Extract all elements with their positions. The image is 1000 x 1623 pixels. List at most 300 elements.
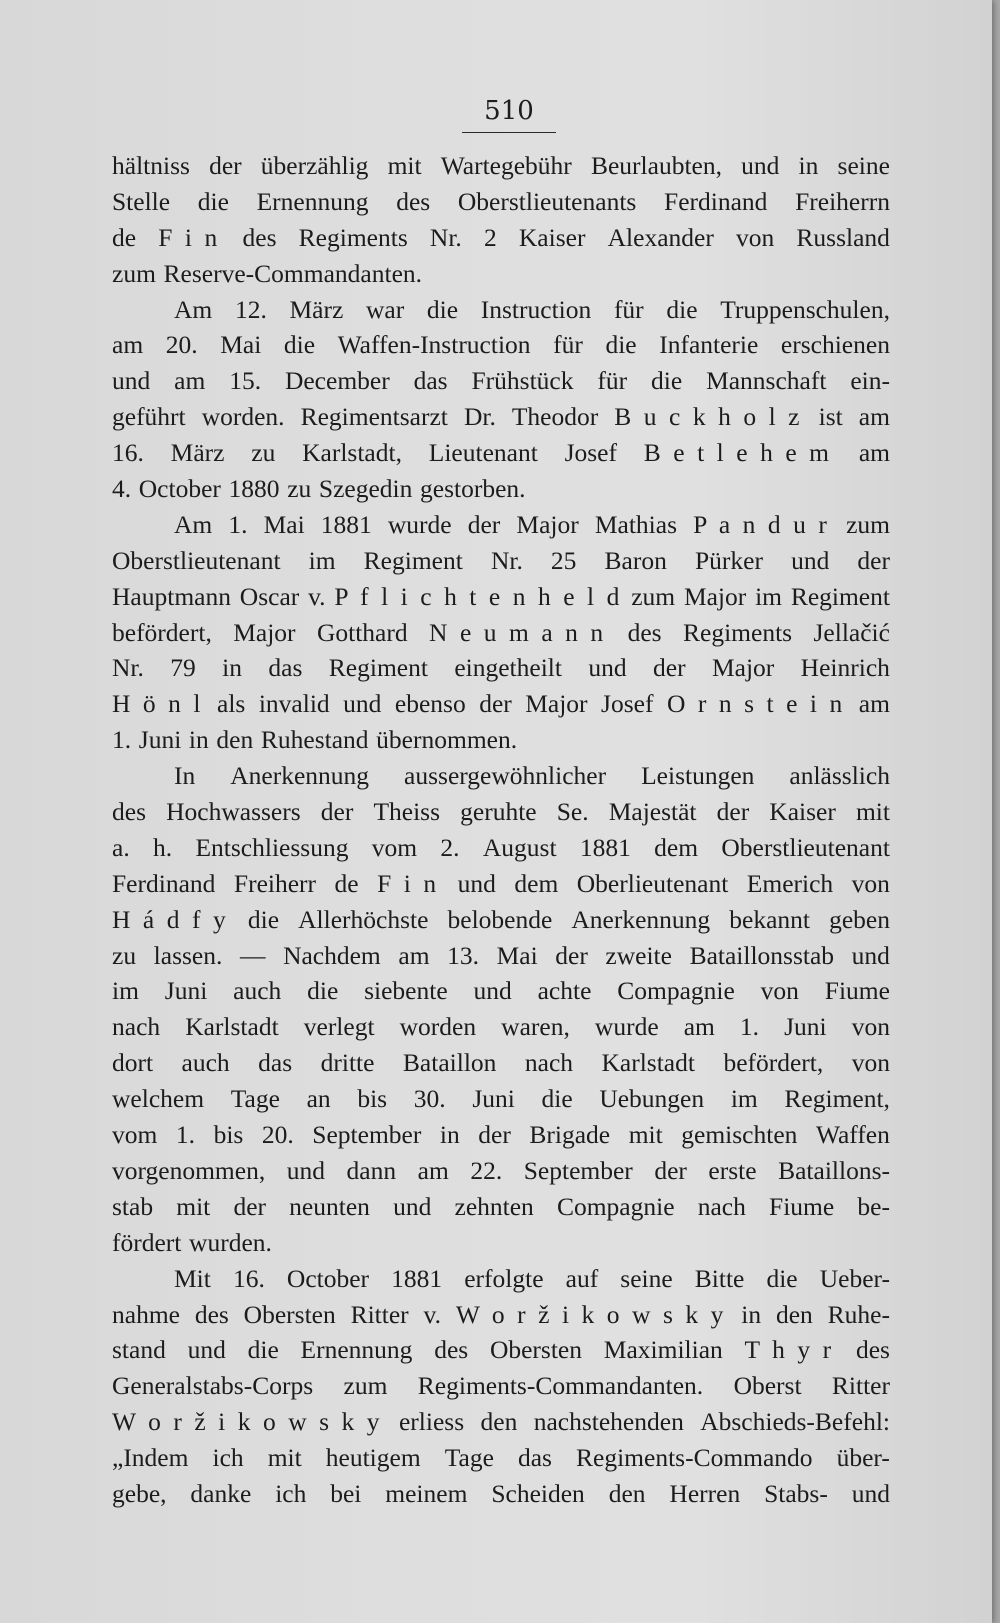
word: und — [457, 868, 496, 898]
word: v. — [423, 1299, 441, 1329]
word: August — [482, 832, 557, 862]
word: befördert, — [723, 1048, 824, 1078]
word: erliess — [398, 1407, 465, 1437]
word: Jellačić — [813, 617, 890, 647]
word: Ruhestand — [260, 725, 369, 755]
word: für — [597, 366, 628, 396]
word: Maximilian — [603, 1335, 723, 1365]
word: September — [523, 1155, 633, 1185]
word: 1881 — [391, 1263, 443, 1293]
text-line — [112, 1440, 890, 1476]
word: das — [413, 366, 448, 396]
word: am — [112, 330, 144, 360]
word: erste — [708, 1155, 757, 1185]
spaced-name: N e u m a n n — [429, 617, 607, 647]
word: Nr. — [112, 653, 144, 683]
word: des — [112, 797, 146, 827]
word: Stelle — [112, 186, 171, 216]
word: stand — [112, 1335, 166, 1365]
word: Fiume — [824, 976, 890, 1006]
word: de — [334, 868, 359, 898]
spaced-name: O r n s t e i n — [666, 689, 846, 719]
text-line — [112, 1476, 890, 1512]
word: Kaiser — [769, 797, 836, 827]
word: Bataillon — [402, 1048, 497, 1078]
word: und — [741, 151, 780, 180]
word: hältniss — [112, 151, 190, 180]
word: Josef — [564, 438, 617, 468]
word: gestorben. — [420, 474, 526, 504]
word: der — [654, 1155, 687, 1185]
word: seine — [837, 151, 890, 180]
word: Allerhöchste — [298, 904, 429, 934]
word: über- — [836, 1443, 890, 1473]
word: ebenso — [394, 689, 466, 719]
word: und — [588, 653, 627, 683]
word: zu — [287, 474, 312, 504]
word: Herren — [669, 1478, 741, 1508]
word: Hochwassers — [166, 797, 301, 827]
word: Anerkennung — [571, 904, 711, 934]
word: Ritter — [831, 1371, 890, 1401]
word: Regiments-Commando — [576, 1443, 813, 1473]
word: 79 — [170, 653, 196, 683]
text-line — [112, 1009, 890, 1045]
word: Regiment, — [784, 1084, 890, 1114]
word: wurde — [594, 1012, 659, 1042]
word: Tage — [444, 1443, 494, 1473]
spaced-name: P a n d u r — [693, 509, 830, 539]
word: Reserve-Commandanten. — [163, 258, 423, 288]
word: von — [736, 222, 775, 252]
text-line — [112, 722, 890, 758]
spaced-name: H á d f y — [112, 904, 229, 934]
word: Ernennung — [256, 186, 369, 216]
word: auf — [565, 1263, 599, 1293]
word: zehnten — [454, 1191, 534, 1221]
word: Karlstadt — [185, 1012, 279, 1042]
word: 4. — [112, 474, 132, 504]
page-number: 510 — [462, 96, 556, 133]
text-line — [112, 1189, 890, 1225]
word: Majestät — [608, 797, 697, 827]
word: anlässlich — [789, 761, 890, 791]
word: in — [741, 1299, 762, 1329]
word: Tage — [230, 1084, 280, 1114]
word: siebente — [364, 976, 448, 1006]
word: aussergewöhnlicher — [404, 761, 607, 791]
text-line — [112, 1225, 890, 1261]
word: gebe, — [112, 1478, 167, 1508]
word: geführt — [112, 402, 186, 432]
text-line — [112, 507, 890, 543]
word: überzählig — [260, 151, 369, 180]
word: Heinrich — [800, 653, 890, 683]
word: stab — [112, 1191, 154, 1221]
word: 1. — [228, 509, 248, 539]
word: ein- — [850, 366, 890, 396]
word: der — [857, 545, 890, 575]
word: den — [216, 725, 254, 755]
word: Ritter — [350, 1299, 409, 1329]
word: und — [393, 1191, 432, 1221]
word: Oberlieutenant — [576, 868, 729, 898]
word: Instruction — [480, 294, 592, 324]
word: Bataillons- — [778, 1155, 890, 1185]
word: Ferdinand — [664, 186, 768, 216]
word: v. — [308, 581, 326, 611]
word: Wartegebühr — [440, 151, 572, 180]
word: danke — [190, 1478, 252, 1508]
word: gemischten — [681, 1120, 798, 1150]
word: Dr. — [463, 402, 496, 432]
word: Baron — [604, 545, 667, 575]
word: die — [197, 186, 229, 216]
word: März — [289, 294, 344, 324]
text-line — [112, 579, 890, 615]
word: waren, — [501, 1012, 570, 1042]
word: auch — [233, 976, 282, 1006]
text-line — [112, 615, 890, 651]
word: von — [851, 868, 890, 898]
word: Beurlaubten, — [590, 151, 722, 180]
word: im — [755, 581, 782, 611]
word: des — [396, 186, 431, 216]
word: Ferdinand — [112, 868, 216, 898]
word: in — [439, 1120, 460, 1150]
word: 1880 — [228, 474, 280, 504]
text-line — [112, 1332, 890, 1368]
word: meinem — [385, 1478, 468, 1508]
word: Compagnie — [617, 976, 735, 1006]
word: übernommen. — [376, 725, 518, 755]
word: und — [851, 940, 890, 970]
word: Regiments — [683, 617, 793, 647]
word: für — [553, 330, 583, 360]
word: October — [286, 1263, 370, 1293]
word: Pürker — [694, 545, 763, 575]
word: den — [480, 1407, 518, 1437]
word: in — [222, 653, 242, 683]
word: des — [242, 222, 277, 252]
word: worden — [399, 1012, 477, 1042]
word: war — [366, 294, 405, 324]
word: am — [858, 402, 890, 432]
word: als — [217, 689, 246, 719]
word: 1. — [175, 1120, 196, 1150]
word: erfolgte — [464, 1263, 544, 1293]
word: Oberstlieutenant — [112, 545, 281, 575]
word: Lieutenant — [428, 438, 538, 468]
word: 1. — [739, 1012, 760, 1042]
word: wurden. — [189, 1227, 272, 1257]
word: März — [170, 438, 225, 468]
word: Obersten — [243, 1299, 336, 1329]
word: Ernennung — [300, 1335, 413, 1365]
word: Scheiden — [491, 1478, 585, 1508]
word: die — [766, 1263, 798, 1293]
word: das — [268, 653, 303, 683]
word: mit — [387, 151, 422, 180]
word: 1881 — [579, 832, 631, 862]
word: Oberstlieutenant — [721, 832, 890, 862]
word: vom — [371, 832, 418, 862]
word: im — [308, 545, 336, 575]
word: In — [174, 761, 196, 791]
text-line — [112, 148, 890, 184]
word: Obersten — [489, 1335, 583, 1365]
word: 2 — [483, 222, 497, 252]
word: zum — [343, 1371, 388, 1401]
word: 15. — [229, 366, 262, 396]
text-line — [112, 1368, 890, 1404]
word: und — [473, 976, 512, 1006]
word: geruhte — [460, 797, 537, 827]
word: Mai — [496, 940, 538, 970]
spaced-name: P f l i c h t e n h e l d — [334, 581, 623, 611]
word: Theodor — [511, 402, 599, 432]
word: Nachdem — [283, 940, 381, 970]
text-line — [112, 1404, 890, 1440]
word: mit — [176, 1191, 211, 1221]
word: Abschieds-Befehl: — [700, 1407, 890, 1437]
word: Truppenschulen, — [720, 294, 890, 324]
word: a. — [112, 832, 130, 862]
word: Oberst — [733, 1371, 802, 1401]
word: dem — [654, 832, 699, 862]
word: Ruhe- — [827, 1299, 890, 1329]
word: Bataillonsstab — [689, 940, 835, 970]
word: Waffen — [815, 1120, 890, 1150]
word: im — [112, 976, 139, 1006]
word: welchem — [112, 1084, 205, 1114]
word: Regiment — [363, 545, 463, 575]
text-line — [112, 1261, 890, 1297]
text-line — [112, 435, 890, 471]
word: Freiherr — [233, 868, 317, 898]
word: in — [188, 725, 209, 755]
word: achte — [537, 976, 592, 1006]
word: Bitte — [694, 1263, 745, 1293]
spaced-name: T h y r — [744, 1335, 835, 1365]
word: ist — [818, 402, 843, 432]
word: Major — [683, 581, 747, 611]
word: am — [683, 1012, 715, 1042]
word: befördert, — [112, 617, 212, 647]
word: die — [541, 1084, 573, 1114]
word: am — [398, 940, 430, 970]
word: des — [855, 1335, 890, 1365]
text-line — [112, 1153, 890, 1189]
word: Mai — [220, 330, 262, 360]
word: der — [479, 689, 512, 719]
word: der — [233, 1191, 266, 1221]
word: 1. — [112, 725, 132, 755]
spaced-name: W o r ž i k o w s k y — [455, 1299, 727, 1329]
word: der — [478, 1120, 511, 1150]
text-line — [112, 973, 890, 1009]
word: belobende — [447, 904, 553, 934]
word: Major — [516, 509, 579, 539]
word: am — [174, 366, 206, 396]
word: des — [434, 1335, 469, 1365]
word: 12. — [234, 294, 267, 324]
word: der — [653, 653, 686, 683]
word: verlegt — [303, 1012, 375, 1042]
word: geben — [829, 904, 890, 934]
word: Fiume — [769, 1191, 835, 1221]
word: und — [112, 366, 151, 396]
word: Juni — [472, 1084, 515, 1114]
word: die — [283, 330, 316, 360]
word: mit — [855, 797, 890, 827]
word: der — [320, 797, 354, 827]
word: 25 — [550, 545, 577, 575]
word: ich — [275, 1478, 307, 1508]
word: Theiss — [373, 797, 441, 827]
word: Gotthard — [316, 617, 408, 647]
spaced-name: H ö n l — [112, 689, 204, 719]
word: Alexander — [607, 222, 714, 252]
word: des — [194, 1299, 229, 1329]
word: lassen. — [153, 940, 223, 970]
word: Mai — [263, 509, 305, 539]
word: Stabs- — [764, 1478, 828, 1508]
word: Kaiser — [518, 222, 586, 252]
text-line — [112, 1045, 890, 1081]
word: Mannschaft — [706, 366, 827, 396]
spaced-name: F i n — [377, 868, 440, 898]
word: Juni — [784, 1012, 827, 1042]
word: Josef — [601, 689, 654, 719]
text-line — [112, 1081, 890, 1117]
word: nachstehenden — [533, 1407, 684, 1437]
text-line — [112, 220, 890, 256]
word: fördert — [112, 1227, 182, 1257]
word: bis — [213, 1120, 244, 1150]
word: Brigade — [529, 1120, 611, 1150]
word: Oscar — [239, 581, 300, 611]
spaced-name: W o r ž i k o w s k y — [112, 1407, 383, 1437]
word: auch — [181, 1048, 230, 1078]
word: an — [306, 1084, 331, 1114]
word: be- — [857, 1191, 890, 1221]
word: Regiments — [298, 222, 408, 252]
word: den — [608, 1478, 646, 1508]
word: zu — [251, 438, 276, 468]
word: Emerich — [746, 868, 834, 898]
spaced-name: F i n — [158, 222, 221, 252]
word: vom — [112, 1120, 158, 1150]
text-line — [112, 794, 890, 830]
word: erschienen — [780, 330, 890, 360]
word: 2. — [440, 832, 460, 862]
word: und — [187, 1335, 226, 1365]
word: für — [613, 294, 644, 324]
word: der — [467, 509, 501, 539]
word: vorgenommen, — [112, 1155, 266, 1185]
word: Karlstadt, — [302, 438, 402, 468]
word: die — [666, 294, 698, 324]
word: zweite — [605, 940, 672, 970]
word: die — [651, 366, 683, 396]
word: Karlstadt — [601, 1048, 695, 1078]
word: im — [730, 1084, 758, 1114]
text-line — [112, 650, 890, 686]
word: zum — [631, 581, 676, 611]
spaced-name: B u c k h o l z — [614, 402, 803, 432]
text-line — [112, 399, 890, 435]
word: der — [716, 797, 750, 827]
word: Compagnie — [556, 1191, 675, 1221]
text-line — [112, 686, 890, 722]
word: Freiherrn — [795, 186, 890, 216]
word: 20. — [165, 330, 198, 360]
word: die — [247, 904, 280, 934]
word: 13. — [447, 940, 479, 970]
word: in — [798, 151, 819, 180]
text-line — [112, 866, 890, 902]
word: dort — [112, 1048, 154, 1078]
word: Russland — [796, 222, 890, 252]
word: die — [426, 294, 459, 324]
word: Regiment — [790, 581, 890, 611]
word: und — [343, 689, 382, 719]
word: mit — [628, 1120, 663, 1150]
text-line — [112, 543, 890, 579]
text-line — [112, 902, 890, 938]
word: von — [851, 1048, 890, 1078]
word: Mathias — [594, 509, 677, 539]
word: Uebungen — [599, 1084, 705, 1114]
word: der — [555, 940, 588, 970]
word: 16. — [232, 1263, 265, 1293]
text-line — [112, 256, 890, 292]
word: seine — [620, 1263, 673, 1293]
word: bis — [357, 1084, 388, 1114]
word: Major — [711, 653, 775, 683]
text-line — [112, 471, 890, 507]
word: die — [307, 976, 339, 1006]
word: 20. — [261, 1120, 294, 1150]
word: worden. — [201, 402, 285, 432]
word: ich — [212, 1443, 244, 1473]
word: invalid — [258, 689, 330, 719]
word: December — [284, 366, 390, 396]
body-text — [112, 148, 890, 1512]
word: das — [517, 1443, 552, 1473]
word: den — [775, 1299, 813, 1329]
word: bei — [330, 1478, 362, 1508]
text-line — [112, 758, 890, 794]
word: Major — [233, 617, 296, 647]
word: der — [209, 151, 242, 180]
word: nach — [697, 1191, 746, 1221]
text-line — [112, 184, 890, 220]
word: October — [138, 474, 221, 504]
word: „Indem — [112, 1443, 189, 1473]
word: Infanterie — [659, 330, 759, 360]
text-line — [112, 830, 890, 866]
word: heutigem — [325, 1443, 421, 1473]
word: bekannt — [729, 904, 811, 934]
text-line — [112, 1117, 890, 1153]
word: Major — [525, 689, 588, 719]
text-line — [112, 938, 890, 974]
word: 22. — [470, 1155, 503, 1185]
word: dritte — [320, 1048, 375, 1078]
word: Waffen-Instruction — [337, 330, 531, 360]
